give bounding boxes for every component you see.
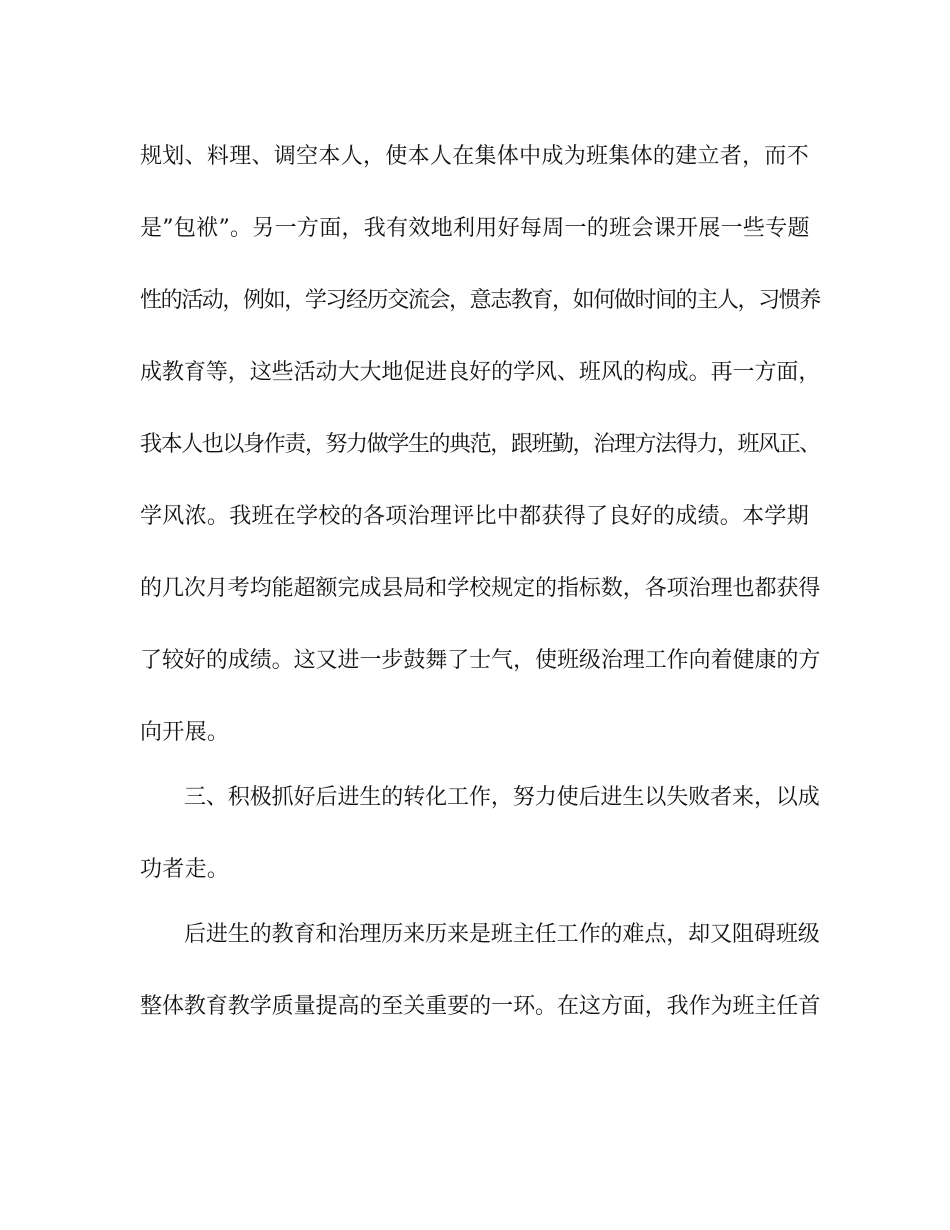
text-line: 整体教育教学质量提高的至关重要的一环。在这方面，我作为班主任首 [140,994,821,1019]
text-line: 我本人也以身作责，努力做学生的典范，跟班勤，治理方法得力，班风正、 [140,432,820,457]
paragraph-first-line: 后进生的教育和治理历来历来是班主任工作的难点，却又阻碍班级 [184,922,820,947]
text-line: 了较好的成绩。这又进一步鼓舞了士气，使班级治理工作向着健康的方 [140,648,821,673]
section-heading-line: 三、积极抓好后进生的转化工作，努力使后进生以失败者来，以成 [184,785,820,810]
text-line: 向开展。 [140,720,230,745]
text-line: 功者走。 [140,857,230,882]
text-line: 规划、料理、调空本人，使本人在集体中成为班集体的建立者，而不 [140,144,810,169]
text-line: 学风浓。我班在学校的各项治理评比中都获得了良好的成绩。本学期 [140,504,810,529]
text-line: 成教育等，这些活动大大地促进良好的学风、班风的构成。再一方面， [140,360,821,385]
text-line: 性的活动，例如，学习经历交流会，意志教育，如何做时间的主人，习惯养 [140,288,820,313]
text-line: 的几次月考均能超额完成县局和学校规定的指标数，各项治理也都获得 [140,576,821,601]
text-line: 是”包袱”。另一方面，我有效地利用好每周一的班会课开展一些专题 [140,216,810,241]
